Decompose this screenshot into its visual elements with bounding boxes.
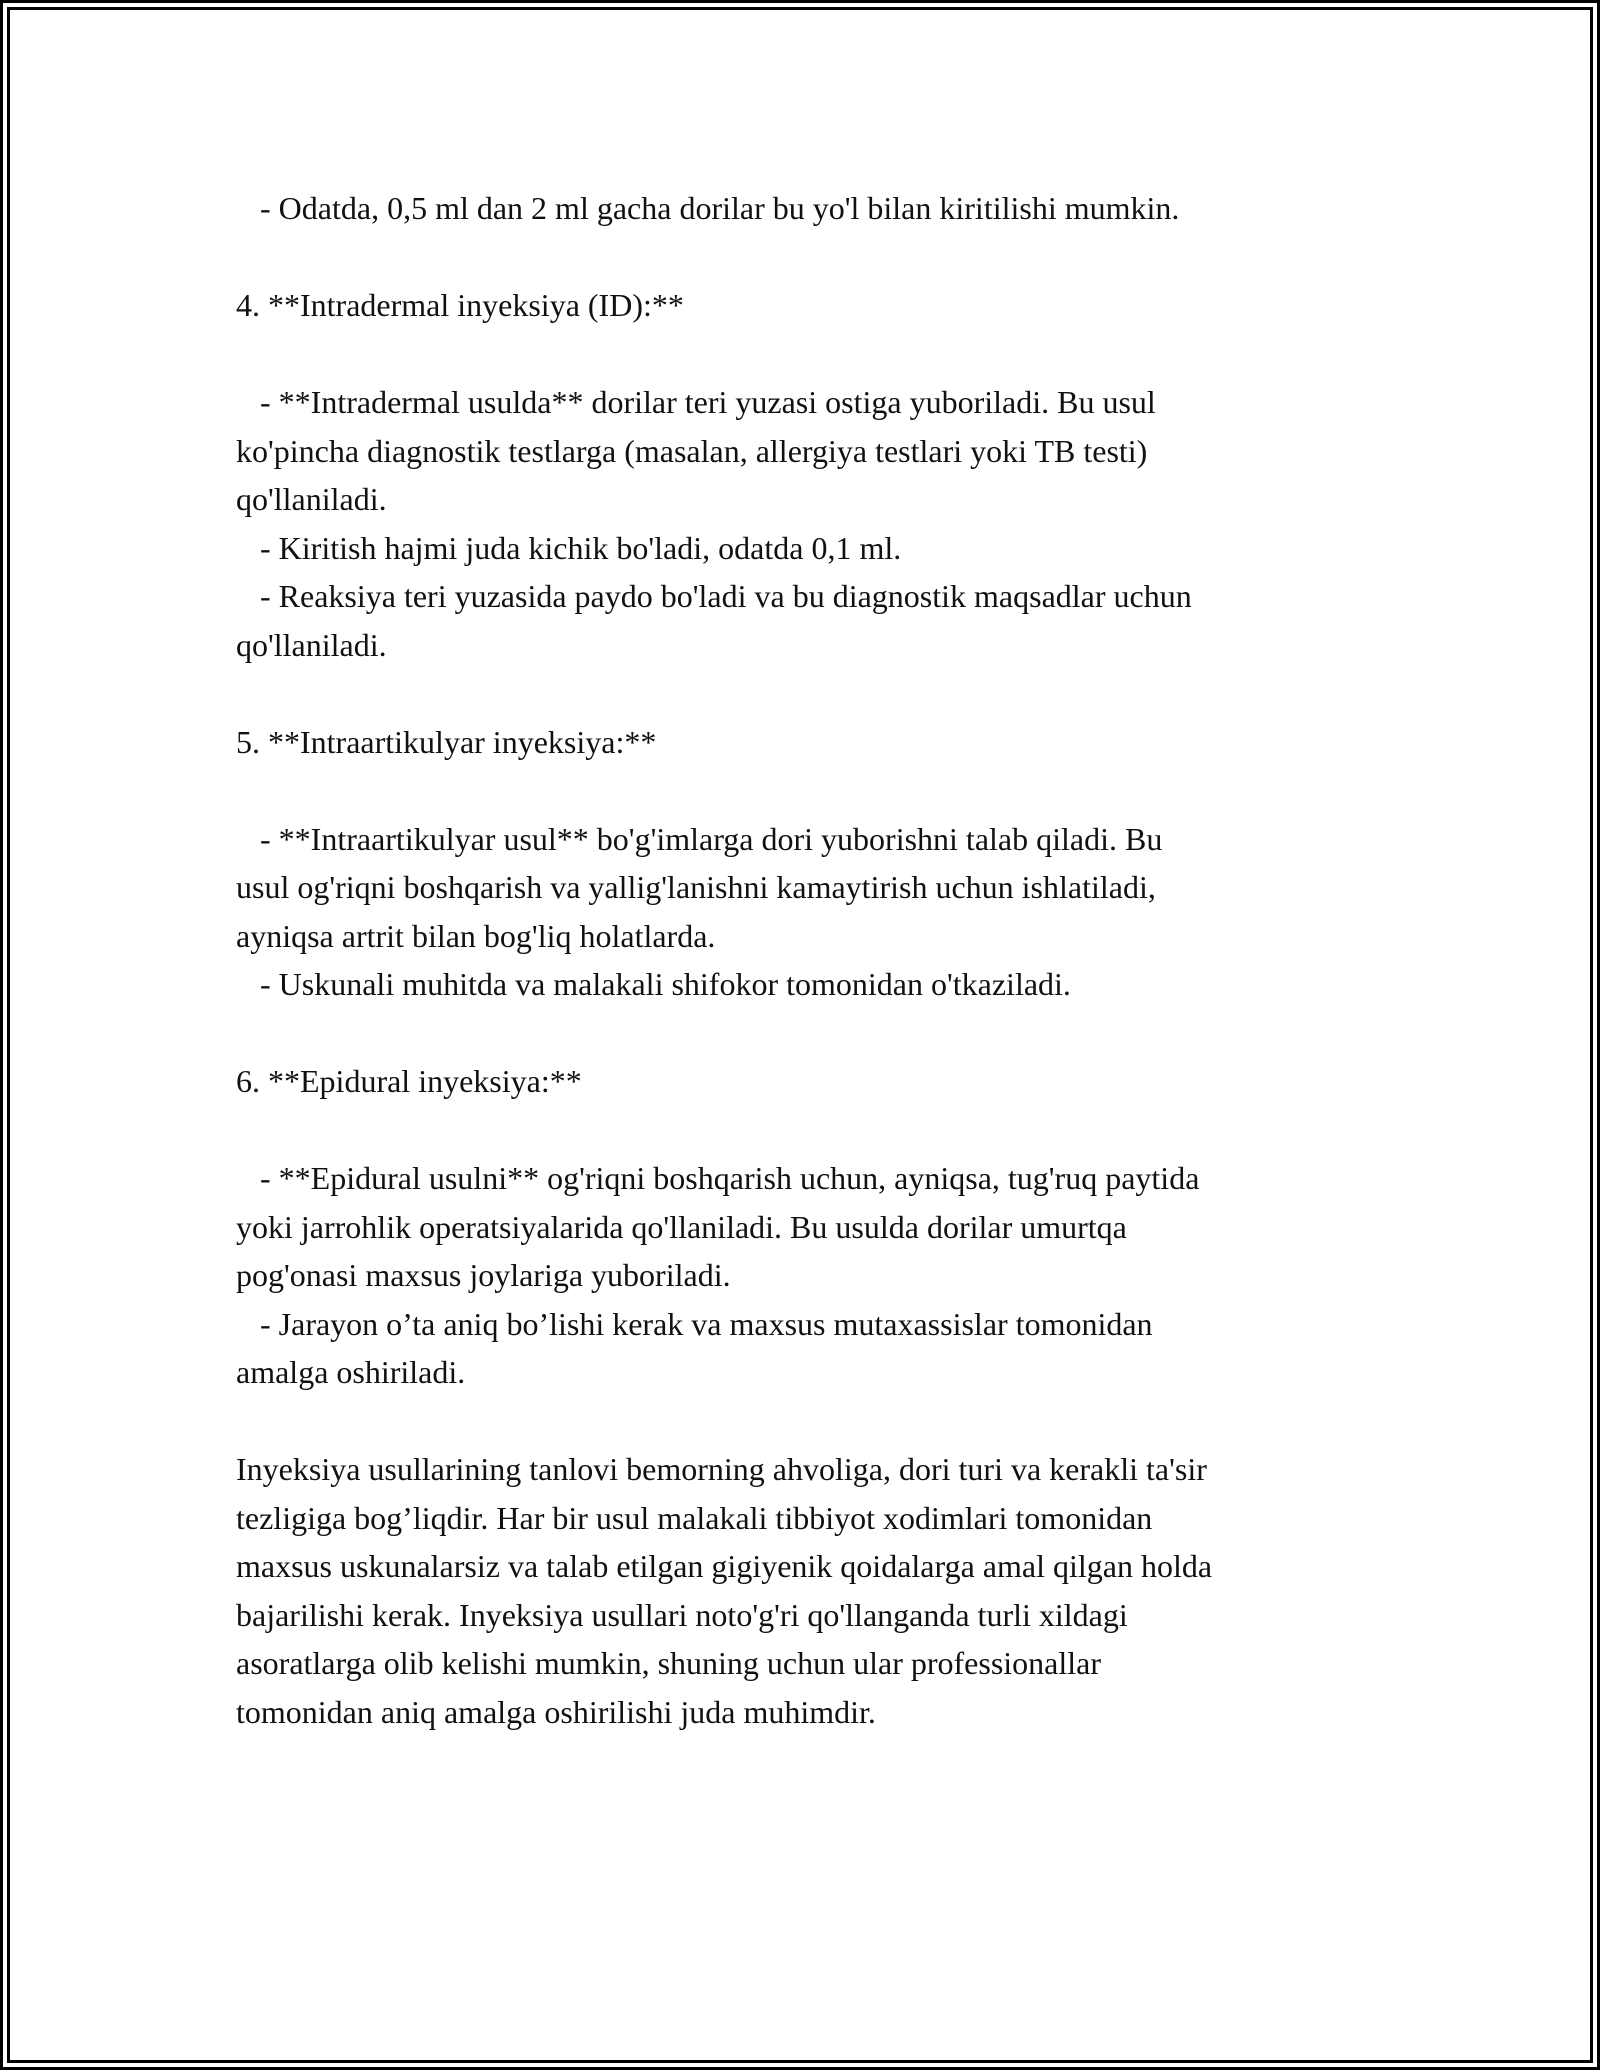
text-line-1: - Odatda, 0,5 ml dan 2 ml gacha dorilar bu yo'l bilan kiritilishi mumkin.: [236, 190, 1180, 226]
paragraph-gap: [236, 766, 1366, 815]
text-line-23: bajarilishi kerak. Inyeksiya usullari noto'g'ri qo'llanganda turli xildagi: [236, 1596, 1128, 1633]
text-line-19: amalga oshiriladi.: [236, 1354, 466, 1390]
paragraph-gap: [236, 233, 1366, 282]
text-line-22: maxsus uskunalarsiz va talab etilgan gigiyenik qoidalarga amal qilgan holda: [236, 1548, 1213, 1584]
text-line-12: ayniqsa artrit bilan bog'liq holatlarda.: [236, 917, 716, 954]
text-line-16: yoki jarrohlik operatsiyalarida qo'llaniladi. Bu usulda dorilar umurtqa: [236, 1208, 1127, 1245]
paragraph-gap: [236, 669, 1366, 718]
text-line-13: - Uskunali muhitda va malakali shifokor tomonidan o'tkaziladi.: [236, 966, 1071, 1002]
document-body: [236, 184, 1366, 1736]
paragraph-gap: [236, 1009, 1366, 1058]
text-line-6: - Kiritish hajmi juda kichik bo'ladi, odatda 0,1 ml.: [236, 529, 902, 566]
paragraph-gap: [236, 1397, 1366, 1446]
paragraph-gap: [236, 330, 1366, 379]
text-line-4: ko'pincha diagnostik testlarga (masalan, allergiya testlari yoki TB testi): [236, 432, 1148, 469]
text-line-24: asoratlarga olib kelishi mumkin, shuning uchun ular professionallar: [236, 1645, 1102, 1681]
paragraph-gap: [236, 1106, 1366, 1155]
text-line-21: tezligiga bog’liqdir. Har bir usul malakali tibbiyot xodimlari tomonidan: [236, 1499, 1153, 1536]
section-4-heading: 4. **Intradermal inyeksiya (ID):**: [236, 287, 684, 323]
text-line-17: pog'onasi maxsus joylariga yuboriladi.: [236, 1257, 731, 1293]
text-line-15: - **Epidural usulni** og'riqni boshqarish uchun, ayniqsa, tug'ruq paytida: [236, 1160, 1200, 1196]
text-line-8: qo'llaniladi.: [236, 626, 387, 663]
text-line-3: - **Intradermal usulda** dorilar teri yuzasi ostiga yuboriladi. Bu usul: [236, 384, 1156, 420]
text-line-5: qo'llaniladi.: [236, 481, 387, 517]
section-5-heading: 5. **Intraartikulyar inyeksiya:**: [236, 723, 657, 760]
text-line-7: - Reaksiya teri yuzasida paydo bo'ladi va bu diagnostik maqsadlar uchun: [236, 578, 1192, 614]
text-line-18: - Jarayon o’ta aniq bo’lishi kerak va maxsus mutaxassislar tomonidan: [236, 1305, 1153, 1342]
text-line-25: tomonidan aniq amalga oshirilishi juda muhimdir.: [236, 1693, 876, 1730]
text-line-20: Inyeksiya usullarining tanlovi bemorning ahvoliga, dori turi va kerakli ta'sir: [236, 1451, 1207, 1487]
text-line-11: usul og'riqni boshqarish va yallig'lanishni kamaytirish uchun ishlatiladi,: [236, 869, 1156, 905]
text-line-10: - **Intraartikulyar usul** bo'g'imlarga dori yuborishni talab qiladi. Bu: [236, 820, 1163, 857]
section-6-heading: 6. **Epidural inyeksiya:**: [236, 1063, 582, 1099]
